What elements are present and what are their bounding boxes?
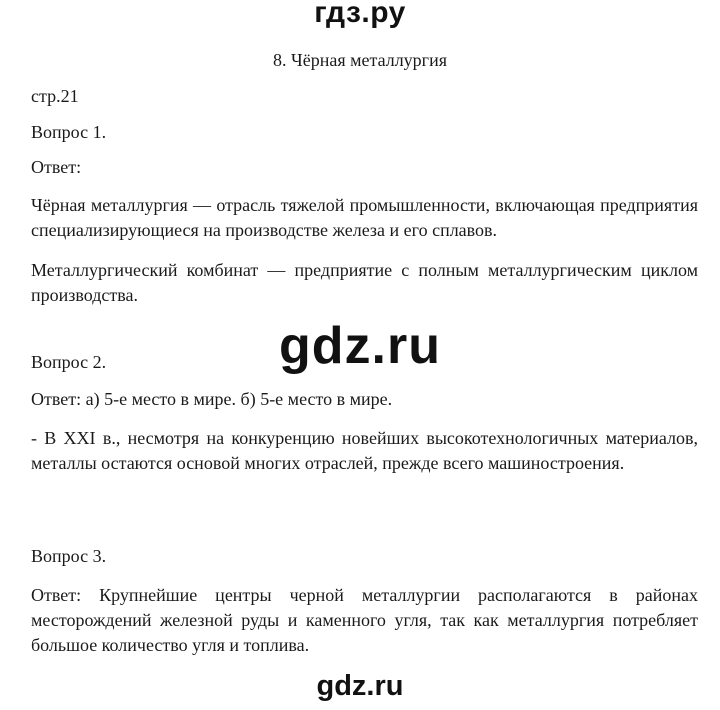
answer-1-label: Ответ: <box>31 157 82 177</box>
watermark-top: гдз.ру <box>314 0 406 29</box>
page-reference: стр.21 <box>31 86 79 106</box>
watermark-middle: gdz.ru <box>279 317 441 375</box>
answer-2-text: Ответ: а) 5-е место в мире. б) 5-е место в мире. <box>31 389 393 409</box>
question-2-label: Вопрос 2. <box>31 352 107 372</box>
answer-3-paragraph: Ответ: Крупнейшие центры черной металлургии располагаются в районах месторождений железной руды и каменного угля, так как металлургия потребляет большое количество угля и топлива. <box>31 585 698 655</box>
answer-1-paragraph-1: Чёрная металлургия — отрасль тяжелой промышленности, включающая предприятия специализирующиеся на производстве железа и его сплавов. <box>31 195 698 240</box>
question-1-label: Вопрос 1. <box>31 122 107 142</box>
question-3-label: Вопрос 3. <box>31 546 107 566</box>
answer-1-paragraph-2: Металлургический комбинат — предприятие с полным металлургическим циклом производства. <box>31 260 698 305</box>
answer-2-paragraph: - В XXI в., несмотря на конкуренцию новейших высокотехнологичных материалов, металлы остаются основой многих отраслей, прежде всего машиностроения. <box>31 428 698 473</box>
watermark-bottom: gdz.ru <box>316 670 404 702</box>
page-title: 8. Чёрная металлургия <box>273 50 447 70</box>
